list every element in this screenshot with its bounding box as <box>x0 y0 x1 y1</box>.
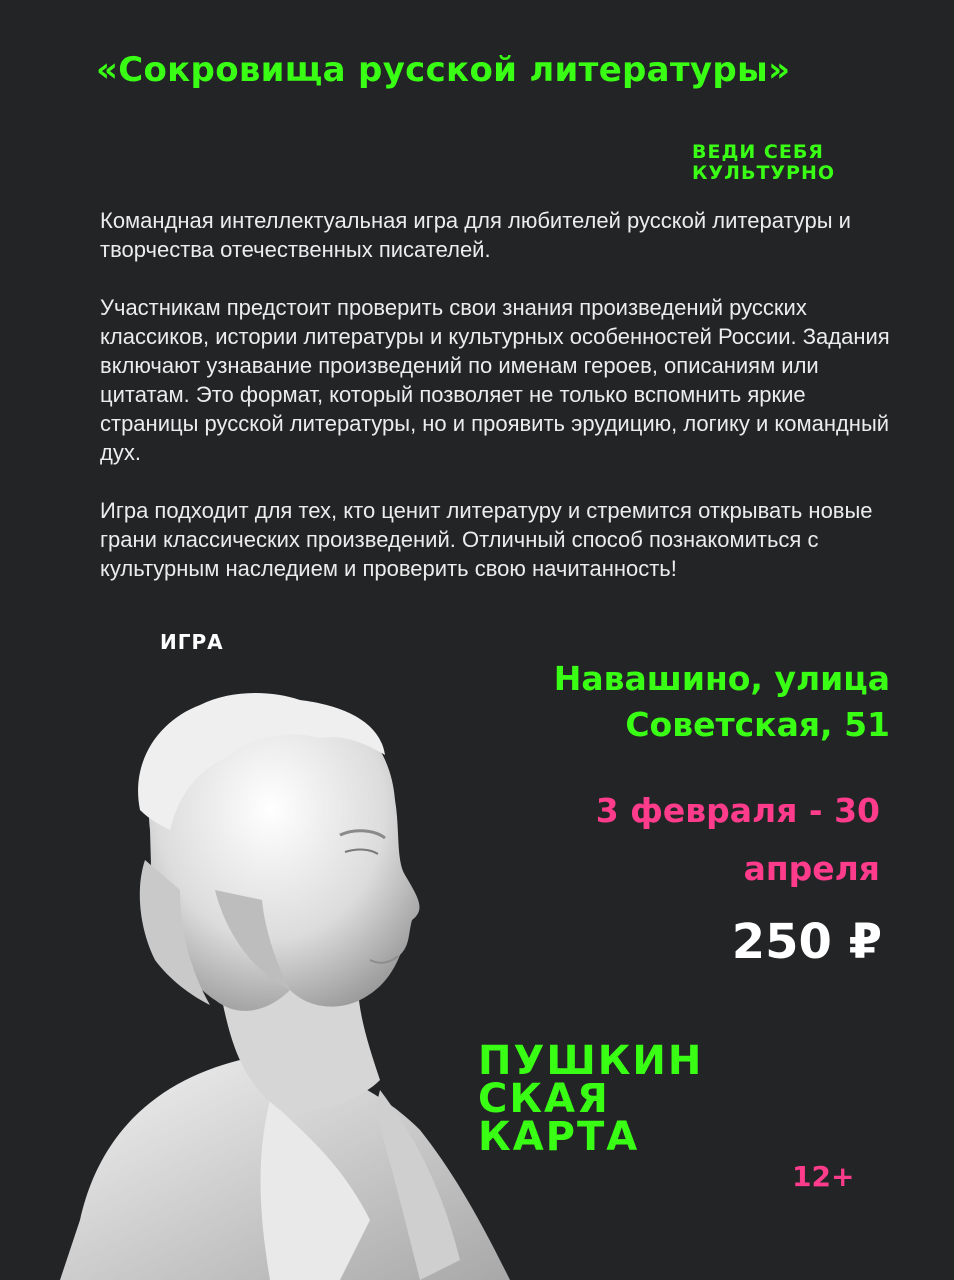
ticket-price: 250 ₽ <box>731 914 882 970</box>
dates-line-2: апреля <box>743 849 880 888</box>
slogan-line-2: КУЛЬТУРНО <box>692 162 836 184</box>
pushkin-bust-image <box>40 660 560 1280</box>
event-description <box>100 206 900 612</box>
age-rating-badge: 12+ <box>792 1160 855 1193</box>
event-dates <box>596 782 880 898</box>
event-address <box>554 656 890 748</box>
pushkin-card-line-2: СКАЯ <box>478 1076 610 1122</box>
slogan-logo <box>692 142 835 184</box>
address-line-2: Советская, 51 <box>625 705 890 744</box>
description-paragraph-1: Командная интеллектуальная игра для любителей русской литературы и творчества отечественных писателей. <box>100 208 851 262</box>
address-line-1: Навашино, улица <box>553 659 890 698</box>
dates-line-1: 3 февраля - 30 <box>595 791 880 830</box>
pushkin-card-logo <box>478 1038 704 1160</box>
pushkin-card-line-3: КАРТА <box>478 1114 640 1160</box>
description-paragraph-2: Участникам предстоит проверить свои знания произведений русских классиков, истории литературы и культурных особенностей России. Задания включают узнавание произведений по именам героев, описаниям или цитатам. Это формат, который позволяет не только вспомнить яркие страницы русской литературы, но и проявить эрудицию, логику и командный дух. <box>100 295 890 465</box>
event-title: «Сокровища русской литературы» <box>96 50 791 90</box>
pushkin-card-line-1: ПУШКИН <box>478 1038 704 1084</box>
slogan-line-1: ВЕДИ СЕБЯ <box>692 141 824 163</box>
event-kind-label: ИГРА <box>160 630 224 654</box>
description-paragraph-3: Игра подходит для тех, кто ценит литературу и стремится открывать новые грани классических произведений. Отличный способ познакомиться с культурным наследием и проверить свою начитанность! <box>100 498 873 581</box>
